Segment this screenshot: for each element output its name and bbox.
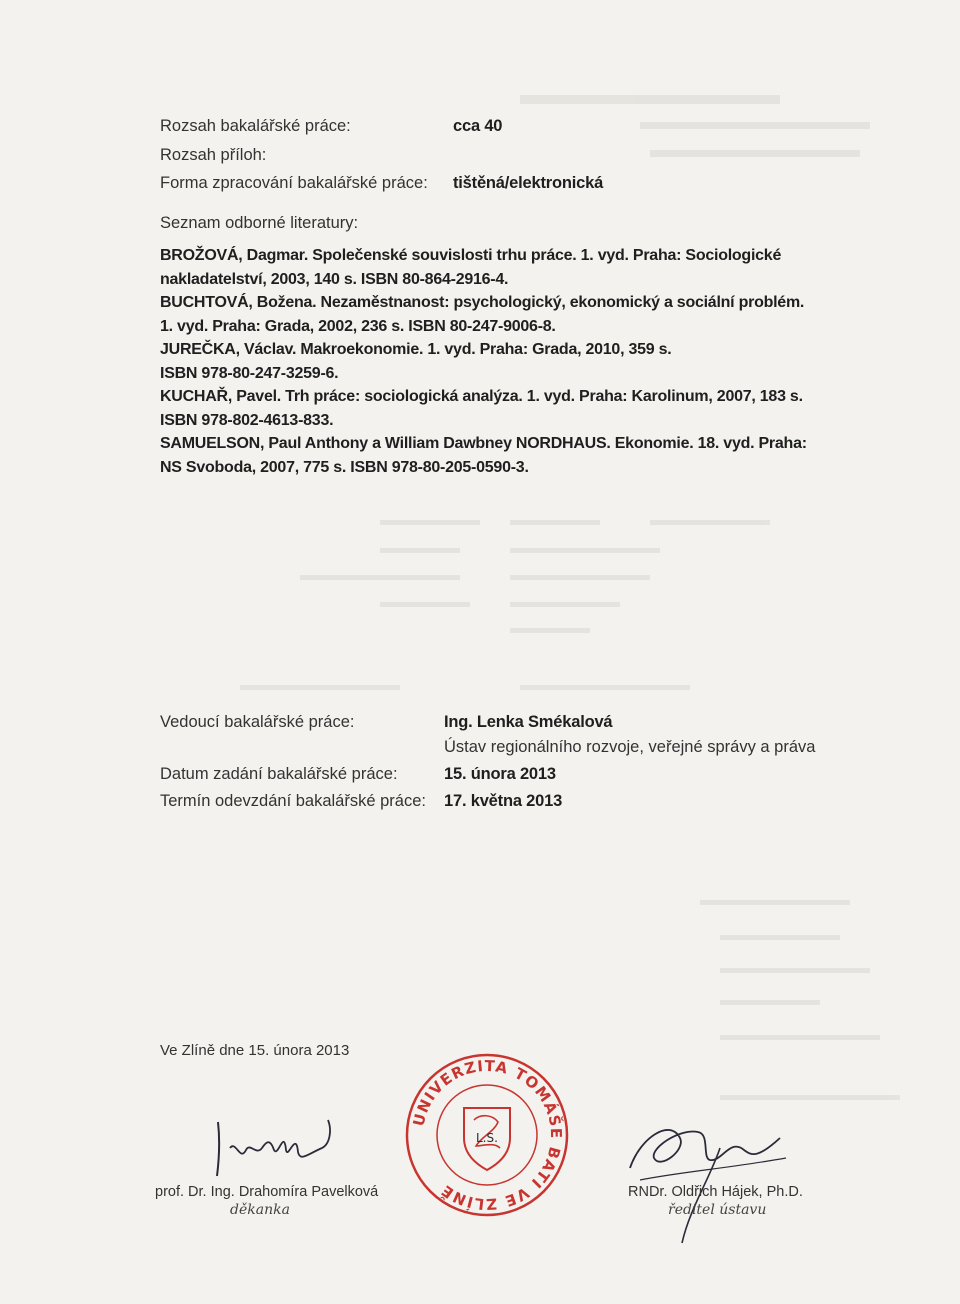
place-date: Ve Zlíně dne 15. února 2013 <box>160 1042 350 1059</box>
supervisor-name: Ing. Lenka Smékalová <box>444 713 613 731</box>
bibliography-line: KUCHAŘ, Pavel. Trh práce: sociologická analýza. 1. vyd. Praha: Karolinum, 2007, 183 s. <box>160 388 803 405</box>
bibliography-line: nakladatelství, 2003, 140 s. ISBN 80-864-2916-4. <box>160 270 509 288</box>
stamp-text: UNIVERZITA TOMÁŠE BATI VE ZLÍNĚ <box>409 1056 566 1214</box>
bibliography-line: ISBN 978-802-4613-833. <box>160 411 334 429</box>
literature-heading: Seznam odborné literatury: <box>160 214 359 232</box>
supervisor-institute: Ústav regionálního rozvoje, veřejné správy a práva <box>444 738 816 756</box>
bibliography-line: ISBN 978-80-247-3259-6. <box>160 364 339 382</box>
bibliography-line: SAMUELSON, Paul Anthony a William Dawbney NORDHAUS. Ekonomie. 18. vyd. Praha: <box>160 435 807 452</box>
director-name: RNDr. Oldřich Hájek, Ph.D. <box>628 1184 803 1200</box>
zadani-label: Datum zadání bakalářské práce: <box>160 765 398 783</box>
rozsah-priloh-label: Rozsah příloh: <box>160 146 267 164</box>
rozsah-prace-label: Rozsah bakalářské práce: <box>160 117 351 135</box>
dean-name: prof. Dr. Ing. Drahomíra Pavelková <box>155 1184 379 1200</box>
bibliography-line: BROŽOVÁ, Dagmar. Společenské souvislosti trhu práce. 1. vyd. Praha: Sociologické <box>160 247 782 264</box>
odevzdani-label: Termín odevzdání bakalářské práce: <box>160 792 426 810</box>
director-role: ředitel ústavu <box>668 1202 767 1218</box>
bibliography-line: 1. vyd. Praha: Grada, 2002, 236 s. ISBN 80-247-9006-8. <box>160 317 556 335</box>
forma-label: Forma zpracování bakalářské práce: <box>160 174 428 192</box>
dean-signature <box>200 1110 340 1180</box>
bibliography-line: NS Svoboda, 2007, 775 s. ISBN 978-80-205-0590-3. <box>160 458 529 476</box>
dean-role: děkanka <box>230 1202 290 1218</box>
forma-value: tištěná/elektronická <box>453 174 604 192</box>
odevzdani-value: 17. května 2013 <box>444 792 563 810</box>
bibliography-line: JUREČKA, Václav. Makroekonomie. 1. vyd. Praha: Grada, 2010, 359 s. <box>160 341 672 358</box>
bibliography-list <box>160 244 840 479</box>
supervisor-label: Vedoucí bakalářské práce: <box>160 713 355 731</box>
bibliography-line: BUCHTOVÁ, Božena. Nezaměstnanost: psychologický, ekonomický a sociální problém. <box>160 294 805 311</box>
university-stamp <box>402 1050 572 1220</box>
director-signature <box>610 1098 800 1248</box>
stamp-center: L.S. <box>476 1131 498 1145</box>
rozsah-prace-value: cca 40 <box>453 117 503 135</box>
zadani-value: 15. února 2013 <box>444 765 556 783</box>
